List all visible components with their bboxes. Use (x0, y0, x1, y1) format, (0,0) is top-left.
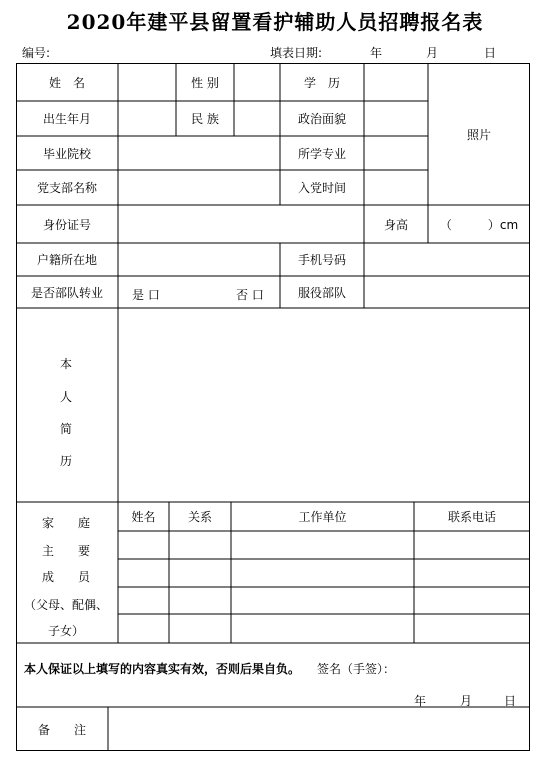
family-label-line-2: 主 要 (41, 544, 90, 558)
family-col-workplace: 工作单位 (298, 510, 347, 524)
height-label: 身高 (383, 217, 408, 232)
photo-placeholder: 照片 (466, 127, 491, 142)
family-label-line-4: （父母、配偶、 (23, 598, 108, 612)
join-party-date-label: 入党时间 (297, 181, 346, 195)
declaration-year: 年 (414, 694, 427, 708)
declaration-text: 本人保证以上填写的内容真实有效，否则后果自负。 (24, 662, 301, 676)
education-label: 学 历 (303, 75, 340, 90)
family-col-name: 姓名 (131, 510, 156, 524)
army-transfer-yes-option: 是 口 (132, 288, 160, 302)
resume-label-char-3: 简 (59, 422, 72, 436)
major-label: 所学专业 (297, 146, 346, 161)
name-label: 姓 名 (48, 75, 85, 90)
political-status-label: 政治面貌 (297, 112, 346, 126)
family-label-line-3: 成 员 (41, 570, 90, 584)
family-col-relation: 关系 (187, 510, 212, 524)
household-label: 户籍所在地 (36, 253, 97, 267)
party-branch-label: 党支部名称 (36, 181, 97, 195)
date-year: 年 (370, 46, 383, 60)
number-label: 编号: (22, 46, 51, 60)
date-month: 月 (426, 46, 439, 60)
form-title: 2020年建平县留置看护辅助人员招聘报名表 (66, 10, 484, 34)
resume-label-char-2: 人 (59, 390, 72, 404)
fill-date-label: 填表日期: (270, 46, 323, 60)
army-unit-label: 服役部队 (297, 285, 346, 300)
declaration-day: 日 (504, 694, 517, 708)
school-label: 毕业院校 (42, 146, 91, 161)
army-transfer-label: 是否部队转业 (30, 285, 103, 300)
gender-label: 性 别 (191, 75, 219, 90)
family-label-line-5: 子女） (47, 624, 84, 638)
army-transfer-no-option: 否 口 (236, 288, 264, 302)
resume-label-char-4: 历 (59, 454, 72, 468)
family-col-phone: 联系电话 (447, 510, 496, 524)
height-unit-field: （ ）cm (439, 217, 519, 232)
declaration-month: 月 (460, 694, 473, 708)
ethnicity-label: 民 族 (191, 112, 219, 126)
family-label-line-1: 家 庭 (41, 516, 90, 530)
resume-label-char-1: 本 (59, 357, 72, 371)
remarks-label: 备 注 (37, 722, 86, 737)
phone-label: 手机号码 (297, 253, 346, 267)
birth-label: 出生年月 (42, 112, 91, 126)
date-day: 日 (484, 46, 497, 60)
id-number-label: 身份证号 (42, 217, 91, 232)
signature-label: 签名（手签）： (317, 662, 396, 676)
